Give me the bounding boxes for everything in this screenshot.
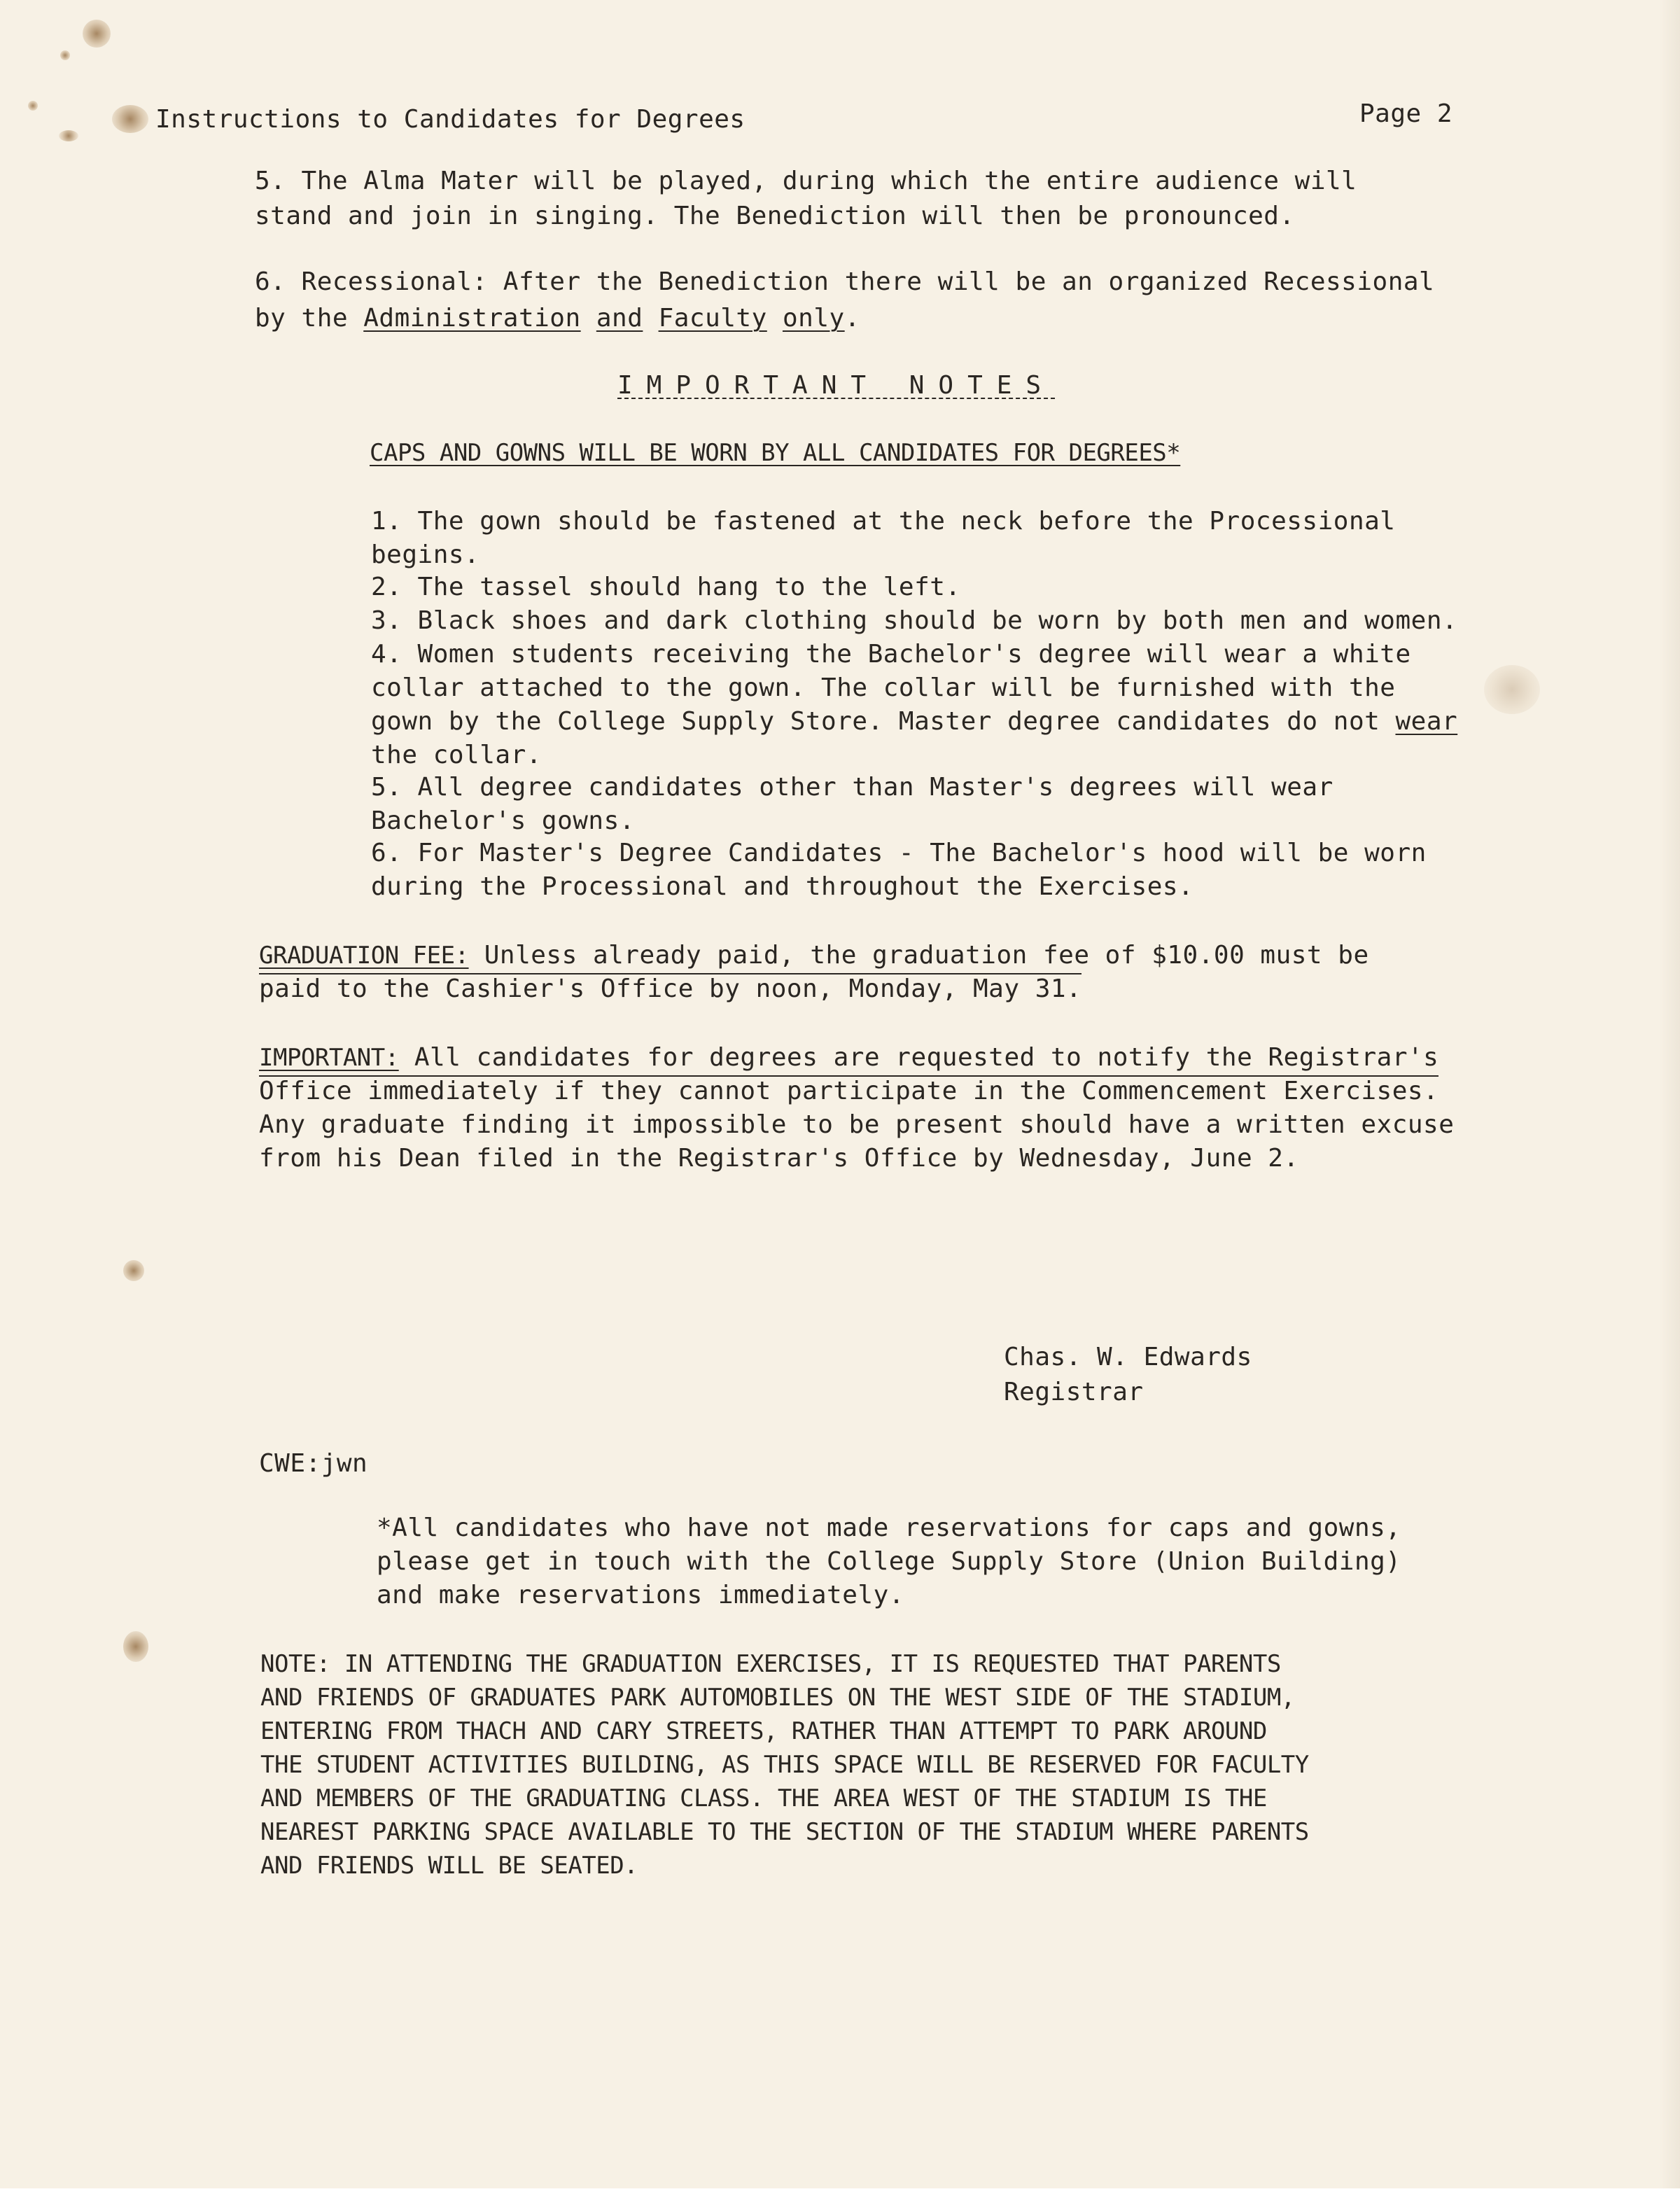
underlined-word: Administration [363, 304, 581, 333]
text-run: . [844, 304, 860, 333]
final-note-line: THE STUDENT ACTIVITIES BUILDING, AS THIS SPACE WILL BE RESERVED FOR FACULTY [260, 1751, 1309, 1779]
stain-mark [123, 1260, 144, 1281]
important-line-2: Office immediately if they cannot participate in the Commencement Exercises. [259, 1077, 1439, 1105]
final-note-line: NEAREST PARKING SPACE AVAILABLE TO THE SECTION OF THE STADIUM WHERE PARENTS [260, 1818, 1309, 1846]
typist-initials: CWE:jwn [259, 1449, 368, 1478]
important-line-3: Any graduate finding it impossible to be present should have a written excuse [259, 1110, 1455, 1139]
item-6-line-2 [255, 302, 860, 335]
important-notes-heading: IMPORTANT NOTES [617, 371, 1056, 400]
note-line: collar attached to the gown. The collar will be furnished with the [371, 673, 1396, 702]
note-line: the collar. [371, 741, 542, 769]
page-number: Page 2 [1359, 99, 1453, 128]
item-5-line-1: 5. The Alma Mater will be played, during which the entire audience will [255, 167, 1357, 195]
item-5-line-2: stand and join in singing. The Benediction will then be pronounced. [255, 202, 1295, 230]
text-run [643, 304, 658, 333]
note-line: during the Processional and throughout the Exercises. [371, 872, 1194, 901]
final-note-line: ENTERING FROM THACH AND CARY STREETS, RATHER THAN ATTEMPT TO PARK AROUND [260, 1717, 1267, 1745]
graduation-fee-label: GRADUATION FEE: [259, 942, 469, 970]
stain-mark [28, 101, 38, 111]
note-line: 4. Women students receiving the Bachelor's degree will wear a white [371, 640, 1411, 669]
note-line: begins. [371, 540, 480, 569]
text-run [581, 304, 596, 333]
underlined-word: and [596, 304, 643, 333]
stain-mark [83, 20, 111, 48]
text-run: Unless already paid, the graduation fee of $10.00 must be [468, 941, 1369, 970]
text-run: gown by the College Supply Store. Master degree candidates do not [371, 707, 1396, 736]
footnote-line: please get in touch with the College Supply Store (Union Building) [377, 1547, 1401, 1576]
underlined-word: only [782, 304, 845, 333]
note-line: 5. All degree candidates other than Master's degrees will wear [371, 773, 1334, 802]
text-run: All candidates for degrees are requested to notify the Registrar's [398, 1043, 1439, 1072]
important-label: IMPORTANT: [259, 1044, 399, 1072]
text-run [767, 304, 783, 333]
stain-mark [112, 105, 148, 133]
text-run: by the [255, 304, 364, 333]
note-line: 2. The tassel should hang to the left. [371, 573, 961, 601]
stain-mark [1484, 665, 1540, 714]
note-line: 1. The gown should be fastened at the neck before the Processional [371, 507, 1396, 536]
stain-mark [59, 130, 78, 141]
signature-name: Chas. W. Edwards [1004, 1343, 1252, 1371]
final-note-line: AND FRIENDS OF GRADUATES PARK AUTOMOBILES ON THE WEST SIDE OF THE STADIUM, [260, 1684, 1295, 1712]
underlined-word: wear [1395, 707, 1458, 736]
final-note-line: AND FRIENDS WILL BE SEATED. [260, 1852, 638, 1880]
page-edge-shadow [1659, 0, 1680, 2201]
stain-mark [123, 1631, 148, 1662]
note-line: Bachelor's gowns. [371, 806, 635, 835]
note-line [371, 706, 1457, 738]
item-6-line-1: 6. Recessional: After the Benediction there will be an organized Recessional [255, 267, 1435, 296]
important-line-4: from his Dean filed in the Registrar's Office by Wednesday, June 2. [259, 1144, 1299, 1173]
footnote-line: *All candidates who have not made reservations for caps and gowns, [377, 1514, 1401, 1542]
footnote-line: and make reservations immediately. [377, 1581, 904, 1609]
final-note-line: AND MEMBERS OF THE GRADUATING CLASS. THE AREA WEST OF THE STADIUM IS THE [260, 1784, 1267, 1812]
signature-title: Registrar [1004, 1378, 1144, 1406]
caps-gowns-subheading: CAPS AND GOWNS WILL BE WORN BY ALL CANDIDATES FOR DEGREES* [370, 439, 1181, 467]
final-note-line: NOTE: IN ATTENDING THE GRADUATION EXERCISES, IT IS REQUESTED THAT PARENTS [260, 1650, 1281, 1678]
graduation-fee-line-2: paid to the Cashier's Office by noon, Monday, May 31. [259, 974, 1082, 1003]
stain-mark [60, 50, 70, 60]
graduation-fee-line-1 [259, 939, 1369, 972]
underlined-word: Faculty [658, 304, 767, 333]
document-title: Instructions to Candidates for Degrees [155, 105, 746, 134]
note-line: 3. Black shoes and dark clothing should be worn by both men and women. [371, 606, 1458, 635]
scan-bottom-border [0, 2188, 1680, 2201]
important-line-1 [259, 1042, 1438, 1074]
note-line: 6. For Master's Degree Candidates - The Bachelor's hood will be worn [371, 839, 1427, 867]
